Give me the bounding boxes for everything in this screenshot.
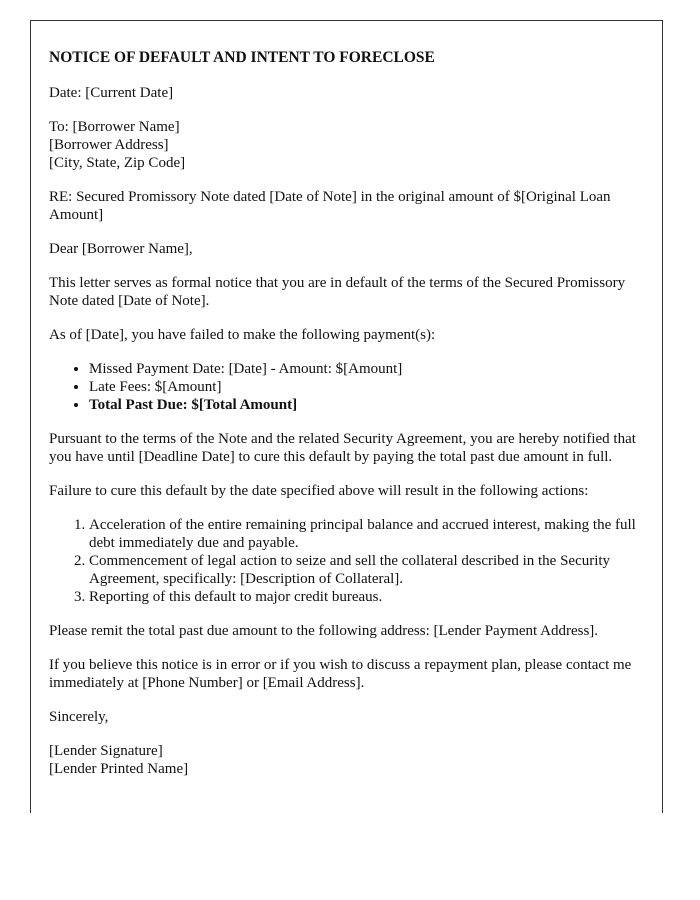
list-item: 1. Acceleration of the entire remaining principal balance and accrued interest, making the full debt immediately due and payable.	[89, 516, 642, 552]
payments-list	[49, 360, 642, 414]
remit-paragraph: Please remit the total past due amount to the following address: [Lender Payment Address].	[49, 623, 599, 639]
address-line: To: [Borrower Name]	[49, 119, 180, 135]
recipient-address	[49, 118, 642, 172]
printed-name-line: [Lender Printed Name]	[49, 761, 189, 777]
default-notice-paragraph: This letter serves as formal notice that you are in default of the terms of the Secured Promissory Note dated [Date of Note].	[49, 275, 626, 309]
closing: Sincerely,	[49, 709, 109, 725]
missed-payments-intro: As of [Date], you have failed to make the following payment(s):	[49, 327, 436, 343]
contact-paragraph: If you believe this notice is in error or if you wish to discuss a repayment plan, please contact me immediately at [Phone Number] or [Email Address].	[49, 657, 632, 691]
list-item: • Missed Payment Date: [Date] - Amount: $[Amount]	[89, 360, 642, 378]
letter-title: NOTICE OF DEFAULT AND INTENT TO FORECLOSE	[49, 49, 435, 66]
signature-line: [Lender Signature]	[49, 743, 163, 759]
list-item: 2. Commencement of legal action to seize and sell the collateral described in the Security Agreement, specifically: [Description of Collateral].	[89, 552, 642, 588]
list-item	[89, 396, 642, 414]
re-line: RE: Secured Promissory Note dated [Date of Note] in the original amount of $[Original Loan Amount]	[49, 189, 611, 223]
letter-document	[30, 20, 663, 813]
date-line: Date: [Current Date]	[49, 85, 174, 101]
salutation: Dear [Borrower Name],	[49, 241, 193, 257]
actions-intro: Failure to cure this default by the date specified above will result in the following actions:	[49, 483, 589, 499]
signature-block	[49, 742, 642, 778]
address-line: [City, State, Zip Code]	[49, 155, 186, 171]
address-line: [Borrower Address]	[49, 137, 169, 153]
cure-deadline-paragraph: Pursuant to the terms of the Note and the related Security Agreement, you are hereby notified that you have until [Deadline Date] to cure this default by paying the total past due amount in full.	[49, 431, 636, 465]
list-item: 3. Reporting of this default to major credit bureaus.	[89, 588, 642, 606]
list-item: • Late Fees: $[Amount]	[89, 378, 642, 396]
total-past-due: Total Past Due: $[Total Amount]	[89, 397, 298, 413]
actions-list	[49, 516, 642, 606]
